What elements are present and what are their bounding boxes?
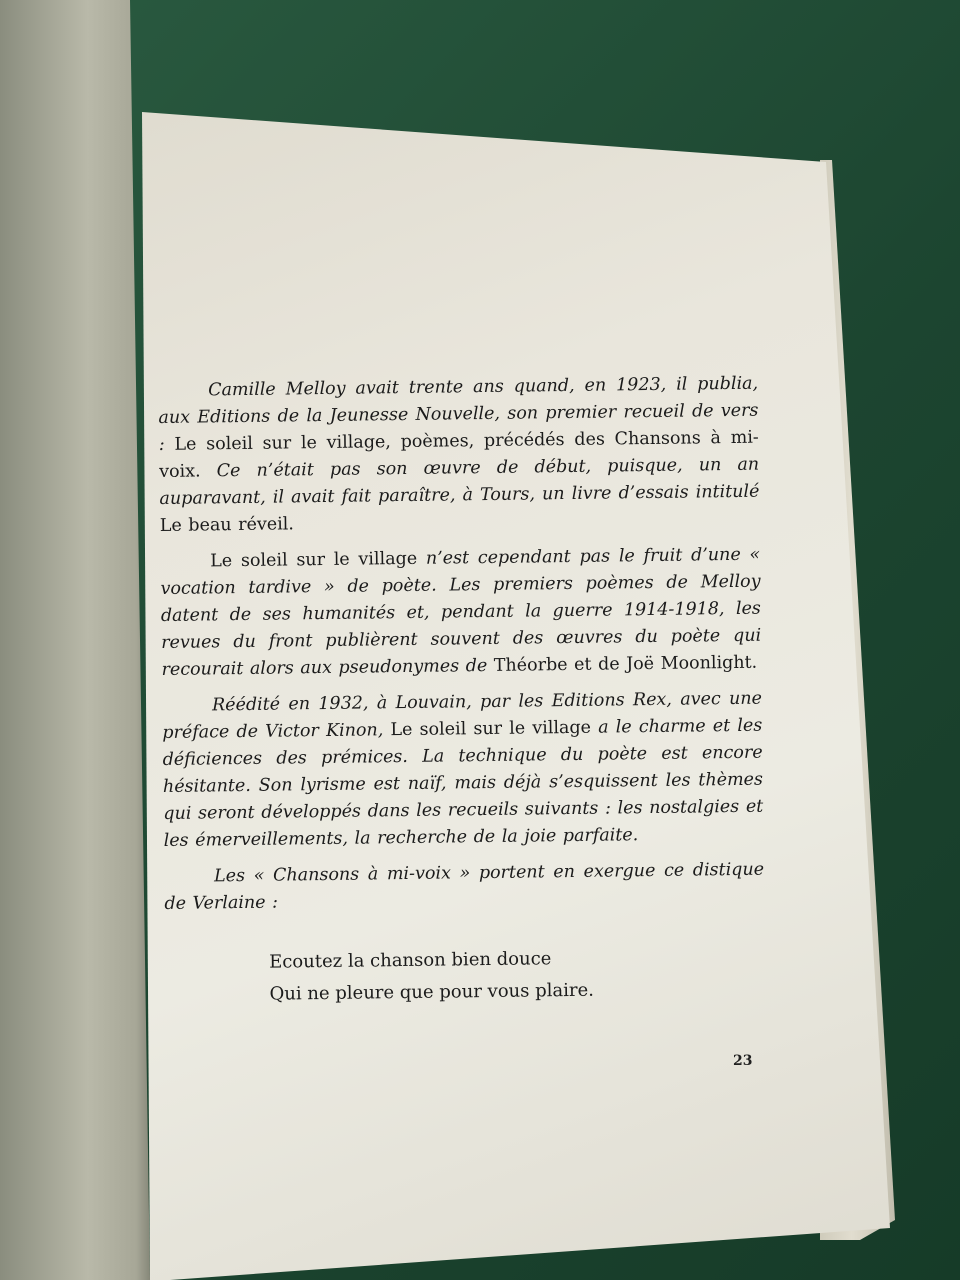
paragraph-2-part-3: Théorbe et de Joë Moonlight. bbox=[493, 652, 758, 676]
paragraph-3-part-2: Le soleil sur le village bbox=[390, 717, 592, 741]
paragraph-4-part-1: Les « Chansons à mi-voix » portent en exergue ce distique de Verlaine : bbox=[164, 859, 765, 914]
paragraph-3-part-3: a le charme et les déficiences des prémices. La technique du poète est encore hésitante. Son lyrisme est naïf, mais déjà s’esquissent les thèmes qui seront développés dans les recueils suivants : les nostalgies et les émerveillements, la recherche de la joie parfaite. bbox=[162, 715, 764, 851]
paragraph-4 bbox=[164, 857, 765, 918]
paragraph-1-part-4: Le beau réveil. bbox=[159, 514, 295, 536]
verse-line-2: Qui ne pleure que pour vous plaire. bbox=[269, 979, 595, 1005]
paragraph-3-part-1: Réédité en 1932, à Louvain, par les Editions Rex, avec une préface de Victor Kinon, bbox=[162, 688, 763, 743]
verse-couplet bbox=[269, 941, 766, 1011]
page-number: 23 bbox=[733, 1053, 753, 1069]
paragraph-2-part-2: n’est cependant pas le fruit d’une « vocation tardive » de poète. Les premiers poèmes de Melloy datent de ses humanités et, pendant la guerre 1914-1918, les revues du front publièrent souvent des œuvres du poète qui recourait alors aux pseudonymes de bbox=[160, 544, 762, 680]
paragraph-3 bbox=[162, 686, 764, 855]
paragraph-1-part-3: Ce n’était pas son œuvre de début, puisque, un an auparavant, il avait fait paraître, à Tours, un livre d’essais intitulé bbox=[159, 454, 760, 509]
paragraph-1-part-2: Le soleil sur le village, poèmes, précédés des Chansons à mi-voix. bbox=[159, 427, 759, 482]
paragraph-2-part-1: Le soleil sur le village bbox=[210, 548, 418, 572]
page-text bbox=[158, 371, 766, 1012]
facing-page-edge bbox=[0, 0, 160, 1280]
paragraph-1-part-1: Camille Melloy avait trente ans quand, en 1923, il publia, aux Editions de la Jeunesse Nouvelle, son premier recueil de vers : bbox=[158, 373, 759, 455]
paragraph-1 bbox=[158, 371, 760, 540]
paragraph-2 bbox=[160, 542, 762, 684]
verse-line-1: Ecoutez la chanson bien douce bbox=[269, 948, 552, 973]
